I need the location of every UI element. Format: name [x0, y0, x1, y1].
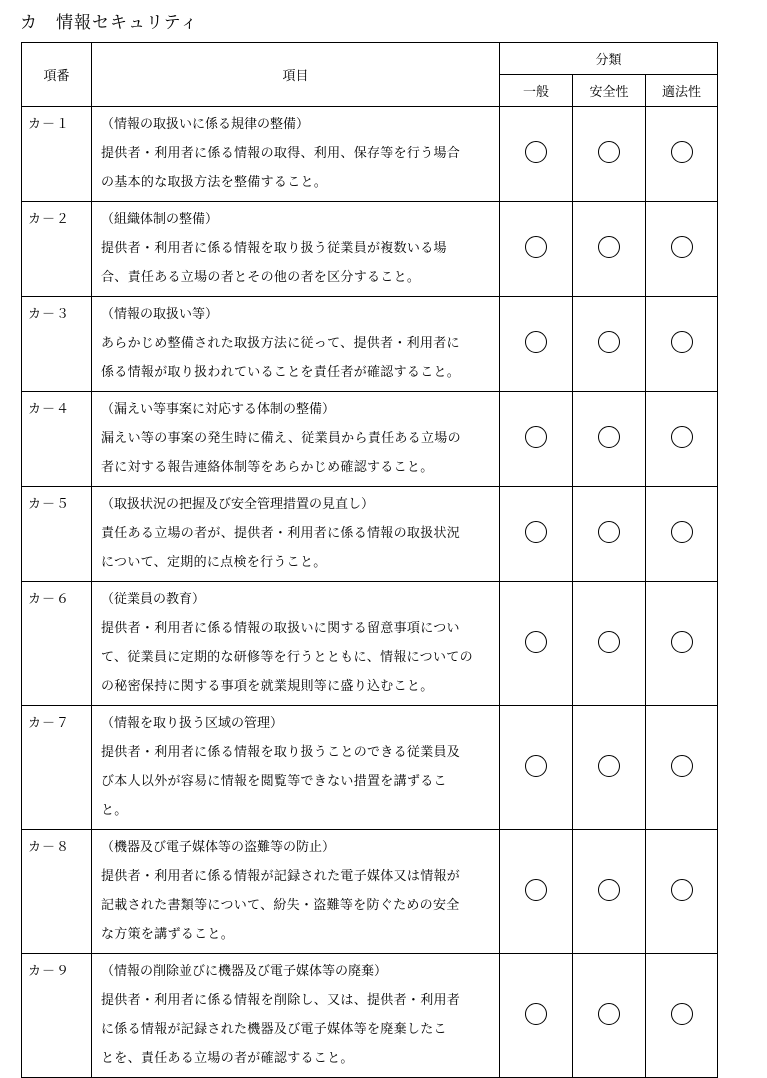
circle-icon	[671, 631, 693, 653]
circle-icon	[671, 879, 693, 901]
row-item-text-line: 記載された書類等について、紛失・盗難等を防ぐための安全	[101, 898, 460, 913]
mark-cell-general	[500, 487, 573, 582]
table-row	[22, 830, 718, 954]
mark-cell-safety	[573, 107, 646, 202]
circle-icon	[525, 141, 547, 163]
row-item-text-line: あらかじめ整備された取扱方法に従って、提供者・利用者に	[101, 336, 460, 351]
row-number: カ－７	[22, 706, 92, 830]
circle-icon	[598, 141, 620, 163]
row-item-text-line: 責任ある立場の者が、提供者・利用者に係る情報の取扱状況	[101, 526, 461, 541]
row-item-text-line: とを、責任ある立場の者が確認すること。	[101, 1051, 354, 1066]
row-item-title: （漏えい等事案に対応する体制の整備）	[101, 402, 336, 417]
mark-cell-legality	[646, 202, 718, 297]
row-item-text-line: 提供者・利用者に係る情報の取扱いに関する留意事項につい	[101, 621, 460, 636]
header-legality: 適法性	[646, 75, 718, 107]
row-item-text-line: に係る情報が記録された機器及び電子媒体等を廃棄したこ	[101, 1022, 447, 1037]
row-item	[92, 830, 500, 954]
row-item-text-line: 提供者・利用者に係る情報の取得、利用、保存等を行う場合	[101, 146, 461, 161]
circle-icon	[598, 879, 620, 901]
circle-icon	[671, 141, 693, 163]
row-item	[92, 202, 500, 297]
row-number: カ－９	[22, 954, 92, 1078]
circle-icon	[598, 331, 620, 353]
row-item-text-line: 合、責任ある立場の者とその他の者を区分すること。	[101, 270, 421, 285]
row-item-title: （情報を取り扱う区域の管理）	[101, 716, 284, 731]
row-number: カ－６	[22, 582, 92, 706]
header-safety: 安全性	[573, 75, 646, 107]
circle-icon	[525, 755, 547, 777]
mark-cell-safety	[573, 297, 646, 392]
row-number: カ－４	[22, 392, 92, 487]
mark-cell-general	[500, 392, 573, 487]
row-item	[92, 487, 500, 582]
row-item-text-line: 者に対する報告連絡体制等をあらかじめ確認すること。	[101, 460, 434, 475]
table-row	[22, 487, 718, 582]
circle-icon	[671, 1003, 693, 1025]
row-item-text-line: な方策を講ずること。	[101, 927, 235, 942]
mark-cell-legality	[646, 297, 718, 392]
row-item-text-line: 提供者・利用者に係る情報を取り扱うことのできる従業員及	[101, 745, 461, 760]
circle-icon	[671, 331, 693, 353]
mark-cell-general	[500, 706, 573, 830]
row-item-text-line: 係る情報が取り扱われていることを責任者が確認すること。	[101, 365, 461, 380]
table-row	[22, 107, 718, 202]
header-no: 項番	[22, 43, 92, 107]
row-item-text-line: の基本的な取扱方法を整備すること。	[101, 175, 328, 190]
circle-icon	[598, 236, 620, 258]
table-row	[22, 392, 718, 487]
row-item-text-line: の秘密保持に関する事項を就業規則等に盛り込むこと。	[101, 679, 434, 694]
row-item	[92, 582, 500, 706]
security-table	[21, 42, 718, 1078]
mark-cell-legality	[646, 392, 718, 487]
mark-cell-legality	[646, 582, 718, 706]
mark-cell-legality	[646, 107, 718, 202]
circle-icon	[598, 1003, 620, 1025]
circle-icon	[671, 755, 693, 777]
mark-cell-general	[500, 582, 573, 706]
circle-icon	[671, 521, 693, 543]
header-general: 一般	[500, 75, 573, 107]
circle-icon	[525, 521, 547, 543]
mark-cell-legality	[646, 954, 718, 1078]
row-number: カ－８	[22, 830, 92, 954]
table-row	[22, 297, 718, 392]
mark-cell-safety	[573, 392, 646, 487]
row-item-title: （取扱状況の把握及び安全管理措置の見直し）	[101, 497, 375, 512]
table-row	[22, 706, 718, 830]
circle-icon	[525, 331, 547, 353]
table-row	[22, 582, 718, 706]
circle-icon	[598, 521, 620, 543]
circle-icon	[598, 426, 620, 448]
mark-cell-safety	[573, 202, 646, 297]
row-item-title: （情報の取扱いに係る規律の整備）	[101, 117, 310, 132]
row-item	[92, 392, 500, 487]
row-item-text-line: 提供者・利用者に係る情報が記録された電子媒体又は情報が	[101, 869, 461, 884]
mark-cell-legality	[646, 706, 718, 830]
mark-cell-general	[500, 830, 573, 954]
mark-cell-safety	[573, 582, 646, 706]
section-title: カ 情報セキュリティ	[20, 13, 199, 33]
row-item	[92, 954, 500, 1078]
row-item	[92, 107, 500, 202]
circle-icon	[525, 236, 547, 258]
row-item-text-line: 提供者・利用者に係る情報を取り扱う従業員が複数いる場	[101, 241, 447, 256]
circle-icon	[525, 426, 547, 448]
row-item-title: （情報の取扱い等）	[101, 307, 219, 322]
row-item-title: （組織体制の整備）	[101, 212, 219, 227]
mark-cell-general	[500, 954, 573, 1078]
row-item-text-line: 漏えい等の事案の発生時に備え、従業員から責任ある立場の	[101, 431, 461, 446]
row-number: カ－２	[22, 202, 92, 297]
row-item-text-line: び本人以外が容易に情報を閲覧等できない措置を講ずるこ	[101, 774, 447, 789]
mark-cell-safety	[573, 830, 646, 954]
circle-icon	[525, 879, 547, 901]
row-item-text-line: と。	[101, 803, 128, 818]
mark-cell-safety	[573, 954, 646, 1078]
row-item-title: （機器及び電子媒体等の盗難等の防止）	[101, 840, 336, 855]
table-row	[22, 954, 718, 1078]
row-item-text-line: 提供者・利用者に係る情報を削除し、又は、提供者・利用者	[101, 993, 461, 1008]
mark-cell-general	[500, 107, 573, 202]
circle-icon	[525, 1003, 547, 1025]
row-item	[92, 297, 500, 392]
mark-cell-general	[500, 202, 573, 297]
row-item-title: （情報の削除並びに機器及び電子媒体等の廃棄）	[101, 964, 388, 979]
row-item-text-line: て、従業員に定期的な研修等を行うとともに、情報についての	[101, 650, 473, 665]
circle-icon	[598, 631, 620, 653]
circle-icon	[525, 631, 547, 653]
row-number: カ－５	[22, 487, 92, 582]
mark-cell-safety	[573, 706, 646, 830]
mark-cell-legality	[646, 830, 718, 954]
circle-icon	[671, 236, 693, 258]
table-row	[22, 202, 718, 297]
header-item: 項目	[92, 43, 500, 107]
mark-cell-legality	[646, 487, 718, 582]
row-item-text-line: について、定期的に点検を行うこと。	[101, 555, 327, 570]
mark-cell-safety	[573, 487, 646, 582]
row-number: カ－３	[22, 297, 92, 392]
row-item-title: （従業員の教育）	[101, 592, 206, 607]
circle-icon	[671, 426, 693, 448]
row-item	[92, 706, 500, 830]
mark-cell-general	[500, 297, 573, 392]
header-category: 分類	[500, 43, 718, 75]
row-number: カ－１	[22, 107, 92, 202]
circle-icon	[598, 755, 620, 777]
